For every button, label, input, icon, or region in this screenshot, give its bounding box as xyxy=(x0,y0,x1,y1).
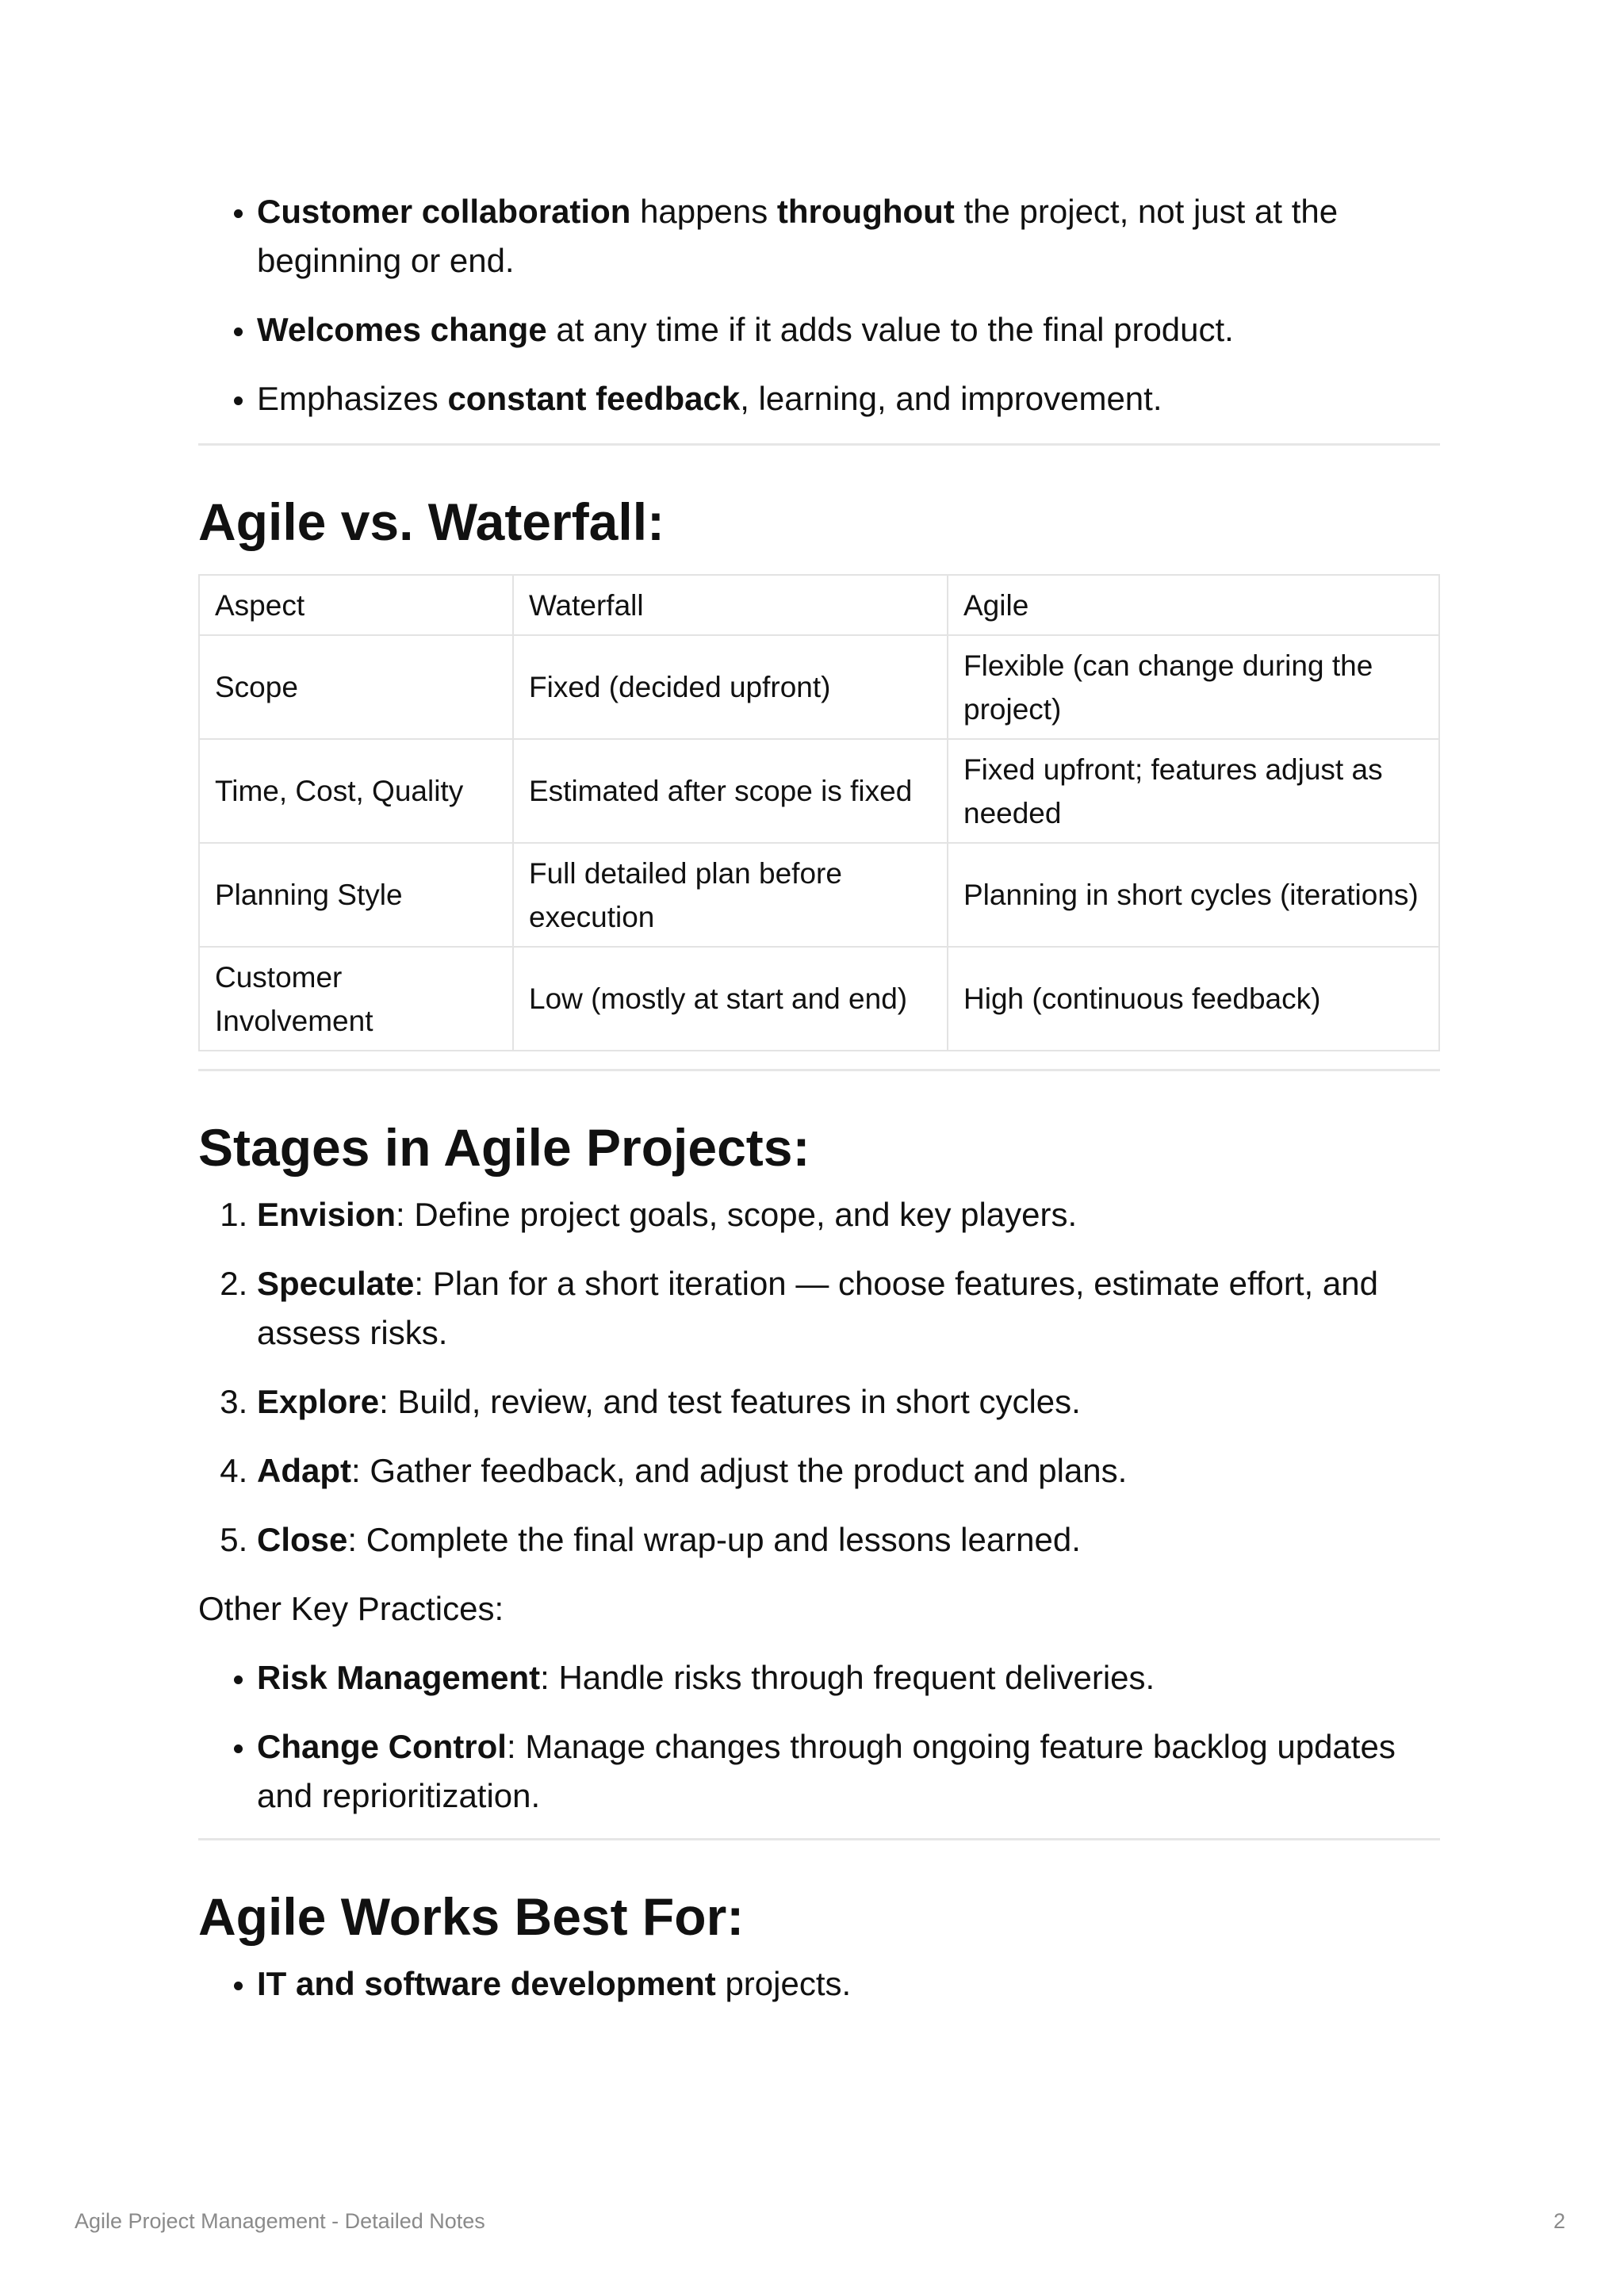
table-header-row xyxy=(199,575,1439,635)
stage-name: Adapt xyxy=(257,1452,351,1489)
table-cell: Time, Cost, Quality xyxy=(199,739,513,843)
section-heading-stages: Stages in Agile Projects: xyxy=(198,1118,810,1177)
stages-list xyxy=(198,1190,1440,1564)
practice-description: : Handle risks through frequent deliveries. xyxy=(540,1659,1155,1696)
list-item xyxy=(257,1190,1440,1239)
list-item xyxy=(257,1259,1440,1358)
table-cell: Scope xyxy=(199,635,513,739)
other-practices-label: Other Key Practices: xyxy=(198,1590,504,1627)
stage-name: Explore xyxy=(257,1383,380,1420)
text: projects. xyxy=(715,1965,852,2002)
stage-description: : Plan for a short iteration — choose features, estimate effort, and assess risks. xyxy=(257,1265,1378,1351)
text: the project, not just at the beginning or end. xyxy=(257,193,1339,279)
table-cell: Estimated after scope is fixed xyxy=(513,739,948,843)
list-item xyxy=(257,305,1440,354)
text: Emphasizes xyxy=(257,380,448,417)
list-item xyxy=(257,1446,1440,1496)
practice-name: Change Control xyxy=(257,1728,507,1765)
table-cell: Customer Involvement xyxy=(199,947,513,1051)
text: at any time if it adds value to the final product. xyxy=(546,311,1234,348)
list-item xyxy=(257,1515,1440,1564)
table-cell: Planning Style xyxy=(199,843,513,947)
stage-name: Envision xyxy=(257,1196,396,1233)
bold-text: constant feedback xyxy=(447,380,741,417)
text: happens xyxy=(630,193,777,230)
bold-text: IT and software development xyxy=(257,1965,716,2002)
table-cell: Fixed upfront; features adjust as needed xyxy=(948,739,1439,843)
table-cell: High (continuous feedback) xyxy=(948,947,1439,1051)
intro-bullet-list xyxy=(198,187,1440,423)
works-best-list xyxy=(198,1959,1440,2009)
table-cell: Low (mostly at start and end) xyxy=(513,947,948,1051)
list-item xyxy=(257,374,1440,423)
list-item xyxy=(257,187,1440,285)
stage-name: Speculate xyxy=(257,1265,415,1302)
list-item xyxy=(257,1959,1440,2009)
table-header-cell: Aspect xyxy=(199,575,513,635)
table-cell: Planning in short cycles (iterations) xyxy=(948,843,1439,947)
comparison-table xyxy=(198,574,1440,1051)
section-divider xyxy=(198,1838,1440,1840)
table-header-cell: Agile xyxy=(948,575,1439,635)
practice-description: : Manage changes through ongoing feature backlog updates and reprioritization. xyxy=(257,1728,1396,1814)
section-heading-works-best-for: Agile Works Best For: xyxy=(198,1887,745,1946)
table-cell: Full detailed plan before execution xyxy=(513,843,948,947)
table-header-cell: Waterfall xyxy=(513,575,948,635)
table-row xyxy=(199,635,1439,739)
list-item xyxy=(257,1722,1440,1821)
bold-text: Customer collaboration xyxy=(257,193,631,230)
section-heading-agile-vs-waterfall: Agile vs. Waterfall: xyxy=(198,492,665,551)
bold-text: Welcomes change xyxy=(257,311,547,348)
document-body xyxy=(198,187,1440,2028)
stage-name: Close xyxy=(257,1521,348,1558)
table-cell: Fixed (decided upfront) xyxy=(513,635,948,739)
list-item xyxy=(257,1377,1440,1427)
section-divider xyxy=(198,1069,1440,1071)
table-row xyxy=(199,947,1439,1051)
table-row xyxy=(199,739,1439,843)
stage-description: : Build, review, and test features in short cycles. xyxy=(379,1383,1081,1420)
practice-name: Risk Management xyxy=(257,1659,541,1696)
footer-page-number: 2 xyxy=(1553,2209,1565,2233)
list-item xyxy=(257,1653,1440,1702)
text: , learning, and improvement. xyxy=(740,380,1162,417)
table-cell: Flexible (can change during the project) xyxy=(948,635,1439,739)
stage-description: : Gather feedback, and adjust the product and plans. xyxy=(351,1452,1128,1489)
footer-document-title: Agile Project Management - Detailed Notes xyxy=(75,2209,485,2233)
stage-description: : Complete the final wrap-up and lessons learned. xyxy=(347,1521,1081,1558)
table-row xyxy=(199,843,1439,947)
bold-text: throughout xyxy=(776,193,955,230)
stage-description: : Define project goals, scope, and key players. xyxy=(396,1196,1078,1233)
section-divider xyxy=(198,443,1440,446)
practices-list xyxy=(198,1653,1440,1821)
